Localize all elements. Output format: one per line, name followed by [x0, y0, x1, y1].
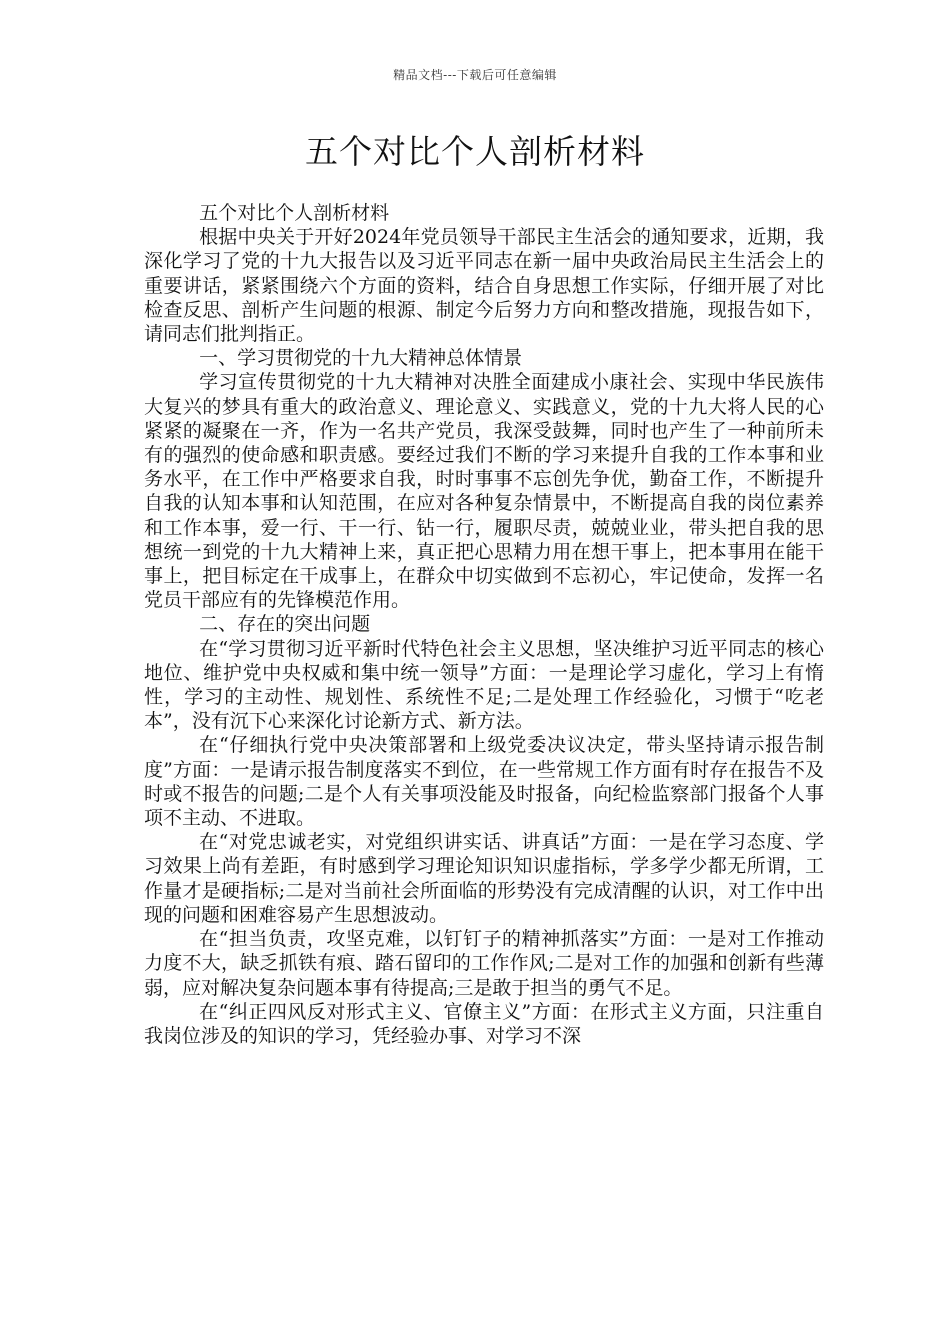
paragraph-issue-5: 在“纠正四风反对形式主义、官僚主义”方面：在形式主义方面，只注重自我岗位涉及的知识的学习，凭经验办事、对学习不深	[144, 1000, 824, 1047]
section-heading-1: 一、学习贯彻党的十九大精神总体情景	[199, 347, 523, 370]
paragraph-issue-4: 在“担当负责，攻坚克难，以钉钉子的精神抓落实”方面：一是对工作推动力度不大，缺乏抓铁有痕、踏石留印的工作作风;二是对工作的加强和创新有些薄弱，应对解决复杂问题本事有待提高;三是敢于担当的勇气不足。	[144, 928, 824, 999]
paragraph-issue-1: 在“学习贯彻习近平新时代特色社会主义思想，坚决维护习近平同志的核心地位、维护党中央权威和集中统一领导”方面：一是理论学习虚化，学习上有惰性，学习的主动性、规划性、系统性不足;二是处理工作经验化，习惯于“吃老本”，没有沉下心来深化讨论新方式、新方法。	[144, 637, 824, 733]
section-heading-2: 二、存在的突出问题	[199, 613, 371, 636]
header-note: 精品文档---下载后可任意编辑	[393, 68, 557, 82]
paragraph-section-1: 学习宣传贯彻党的十九大精神对决胜全面建成小康社会、实现中华民族伟大复兴的梦具有重大的政治意义、理论意义、实践意义，党的十九大将人民的心紧紧的凝聚在一齐，作为一名共产党员，我深受鼓舞，同时也产生了一种前所未有的强烈的使命感和职责感。要经过我们不断的学习来提升自我的工作本事和业务水平，在工作中严格要求自我，时时事事不忘创先争优，勤奋工作，不断提升自我的认知本事和认知范围，在应对各种复杂情景中，不断提高自我的岗位素养和工作本事，爱一行、干一行、钻一行，履职尽责，兢兢业业，带头把自我的思想统一到党的十九大精神上来，真正把心思精力用在想干事上，把本事用在能干事上，把目标定在干成事上，在群众中切实做到不忘初心，牢记使命，发挥一名党员干部应有的先锋模范作用。	[144, 371, 824, 612]
document-title: 五个对比个人剖析材料	[305, 132, 645, 171]
paragraph-intro: 根据中央关于开好2024年党员领导干部民主生活会的通知要求，近期，我深化学习了党的十九大报告以及习近平同志在新一届中央政治局民主生活会上的重要讲话，紧紧围绕六个方面的资料，结合自身思想工作实际，仔细开展了对比检查反思、剖析产生问题的根源、制定今后努力方向和整改措施，现报告如下，请同志们批判指正。	[144, 226, 824, 346]
document-body	[144, 201, 824, 1048]
paragraph-issue-2: 在“仔细执行党中央决策部署和上级党委决议决定，带头坚持请示报告制度”方面：一是请示报告制度落实不到位，在一些常规工作方面有时存在报告不及时或不报告的问题;二是个人有关事项没能及时报备，向纪检监察部门报备个人事项不主动、不进取。	[144, 734, 824, 830]
paragraph-issue-3: 在“对党忠诚老实，对党组织讲实话、讲真话”方面：一是在学习态度、学习效果上尚有差距，有时感到学习理论知识知识虚指标，学多学少都无所谓，工作量才是硬指标;二是对当前社会所面临的形势没有完成清醒的认识，对工作中出现的问题和困难容易产生思想波动。	[144, 831, 824, 926]
paragraph-subtitle: 五个对比个人剖析材料	[199, 202, 390, 224]
